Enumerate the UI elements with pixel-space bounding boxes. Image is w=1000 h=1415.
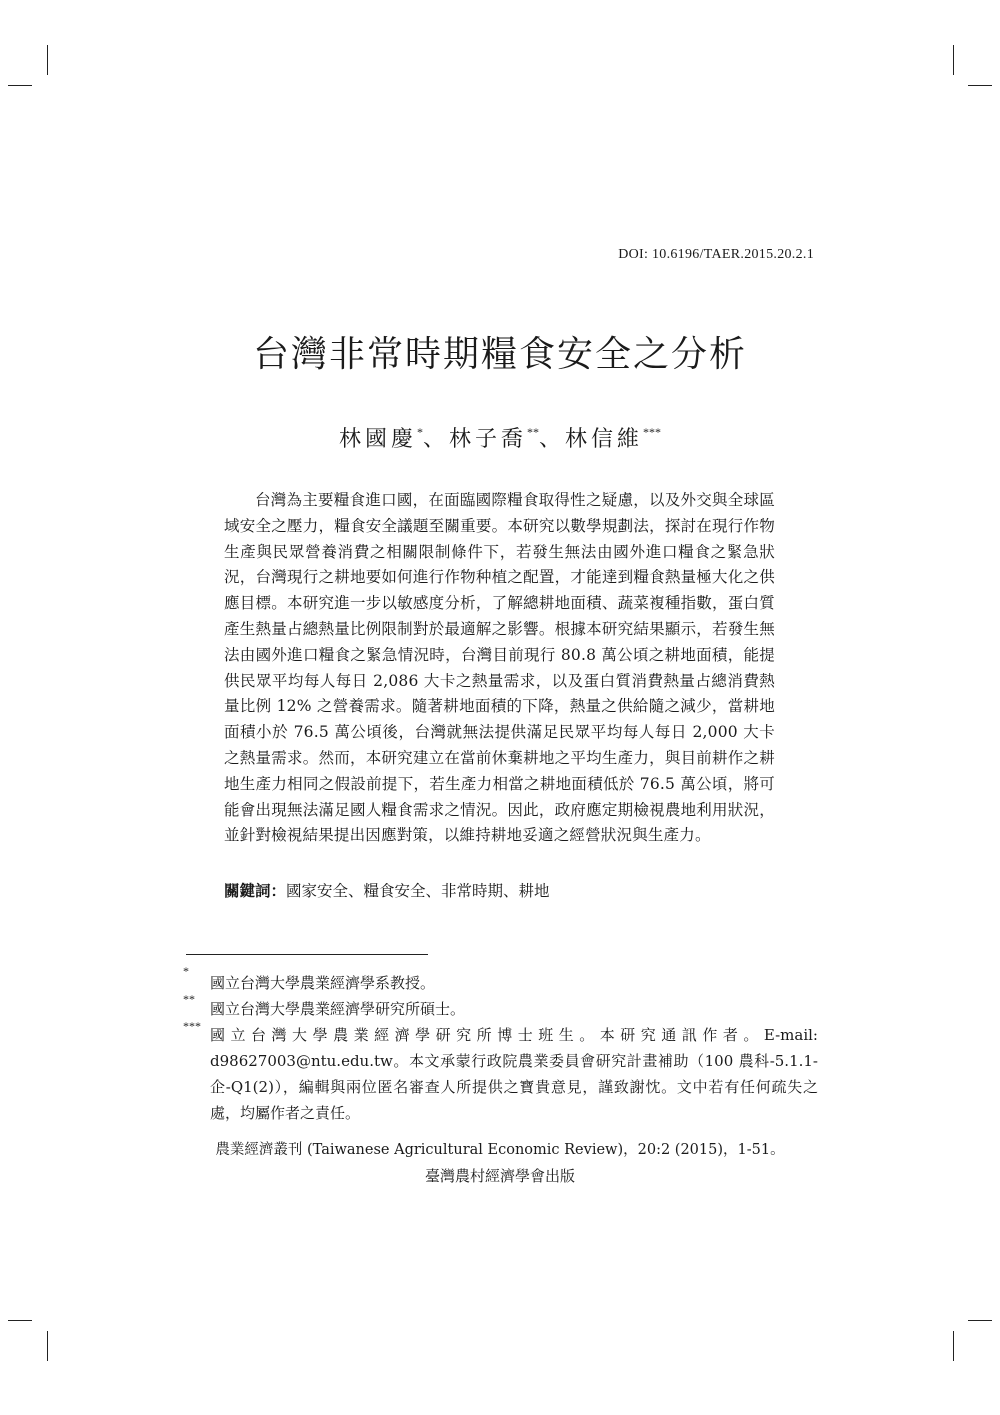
author-separator: 、 — [539, 427, 566, 452]
keywords — [224, 879, 784, 901]
doi: DOI: 10.6196/TAER.2015.20.2.1 — [618, 247, 814, 262]
paper-title: 台灣非常時期糧食安全之分析 — [252, 334, 747, 375]
footnote-text: 國立台灣大學農業經濟學研究所博士班生。本研究通訊作者。E-mail: d98627003@ntu.edu.tw。本文承蒙行政院農業委員會研究計畫補助（100 農科-5.1.1-企-Q1(2)），編輯與兩位匿名審查人所提供之寶貴意見，謹致謝忱。文中若有任何疏失之處，均屬作者之責任。 — [210, 1026, 818, 1122]
crop-mark-bottom-left-h — [8, 1320, 32, 1321]
crop-mark-bottom-right-h — [968, 1320, 992, 1321]
footnote-text: 國立台灣大學農業經濟學系教授。 — [210, 974, 436, 992]
crop-mark-bottom-right-v — [953, 1331, 954, 1361]
footnote-mark: *** — [183, 1019, 201, 1033]
publisher: 臺灣農村經濟學會出版 — [424, 1167, 575, 1185]
author-affiliation-mark: * — [416, 425, 423, 439]
crop-mark-top-left-h — [8, 85, 32, 86]
author-list — [0, 422, 1000, 453]
crop-mark-top-left-v — [47, 45, 48, 75]
journal-citation: 農業經濟叢刊 (Taiwanese Agricultural Economic Review)，20:2 (2015)，1-51。 — [215, 1142, 785, 1158]
abstract: 台灣為主要糧食進口國，在面臨國際糧食取得性之疑慮，以及外交與全球區域安全之壓力，糧食安全議題至關重要。本研究以數學規劃法，探討在現行作物生產與民眾營養消費之相關限制條件下，若發生無法由國外進口糧食之緊急狀況，台灣現行之耕地要如何進行作物种植之配置，才能達到糧食熱量極大化之供應目標。本研究進一步以敏感度分析，了解總耕地面積、蔬菜複種指數，蛋白質產生熱量占總熱量比例限制對於最適解之影響。根據本研究結果顯示，若發生無法由國外進口糧食之緊急情況時，台灣目前現行 80.8 萬公頃之耕地面積，能提供民眾平均每人每日 2,086 大卡之熱量需求，以及蛋白質消費熱量占總消費熱量比例 12% 之營養需求。隨著耕地面積的下降，熱量之供給隨之減少，當耕地面積小於 76.5 萬公頃後，台灣就無法提供滿足民眾平均每人每日 2,000 大卡之熱量需求。然而，本研究建立在當前休棄耕地之平均生產力，與目前耕作之耕地生產力相同之假設前提下，若生產力相當之耕地面積低於 76.5 萬公頃，將可能會出現無法滿足國人糧食需求之情況。因此，政府應定期檢視農地利用狀況，並針對檢視結果提出因應對策，以維持耕地妥適之經營狀況與生產力。 — [224, 491, 775, 845]
author-name: 林子喬 — [448, 427, 527, 452]
footnote-text: 國立台灣大學農業經濟學研究所碩士。 — [210, 1000, 466, 1018]
keywords-label: 關鍵詞： — [224, 881, 287, 900]
crop-mark-top-right-v — [953, 45, 954, 75]
footnote-mark: ** — [183, 992, 195, 1006]
author-separator: 、 — [422, 427, 449, 452]
author-affiliation-mark: ** — [527, 425, 539, 439]
crop-mark-top-right-h — [968, 85, 992, 86]
author-affiliation-mark: *** — [643, 425, 662, 439]
author-name: 林國慶 — [338, 427, 417, 452]
keywords-text: 國家安全、糧食安全、非常時期、耕地 — [286, 882, 550, 900]
crop-mark-bottom-left-v — [47, 1331, 48, 1361]
footnote-mark: * — [183, 964, 189, 978]
footnote-divider — [186, 954, 428, 955]
author-name: 林信維 — [565, 427, 644, 452]
